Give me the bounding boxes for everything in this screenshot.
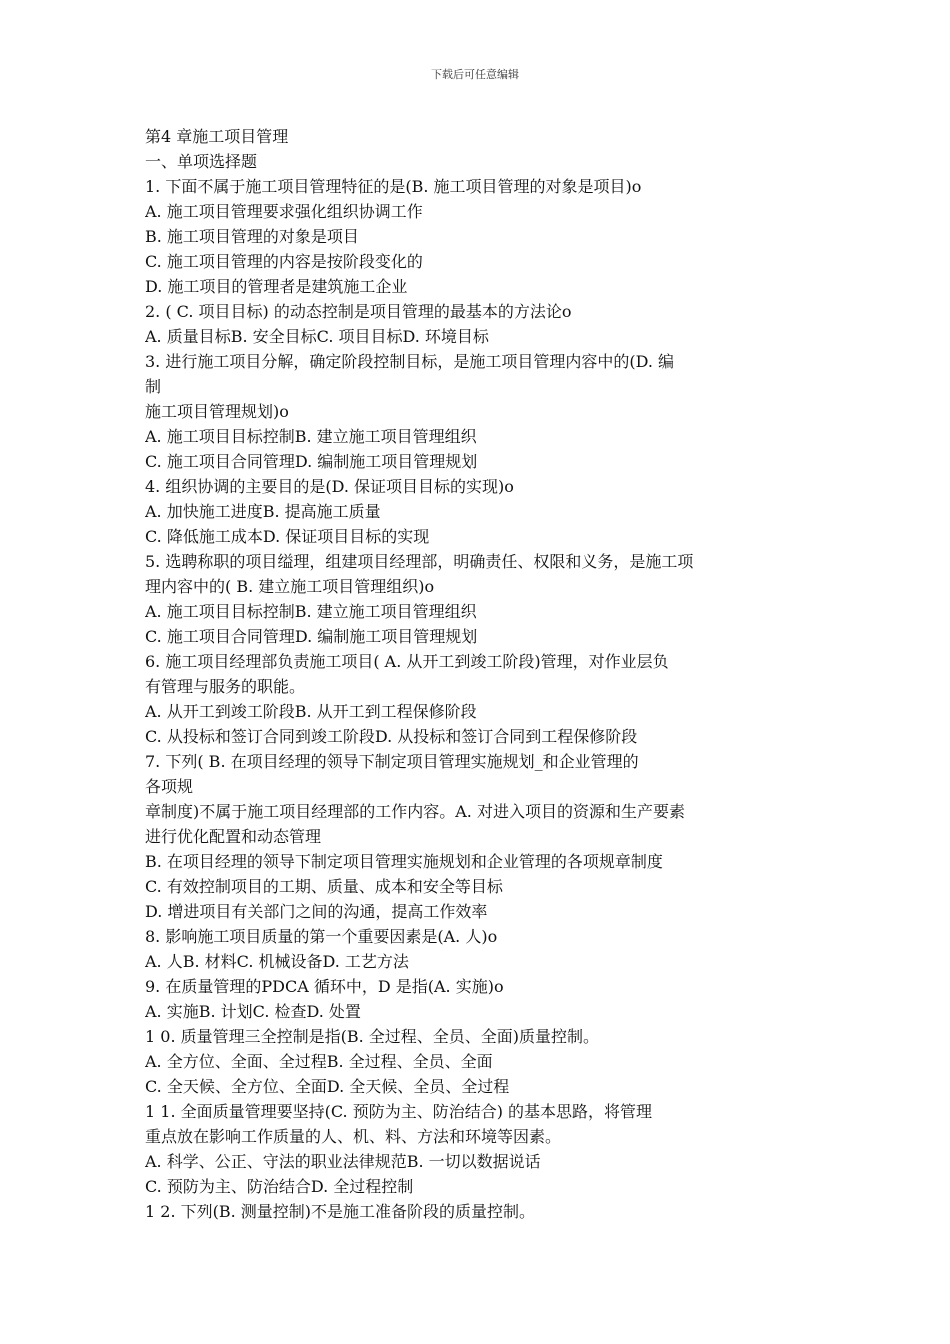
option-line: A. 从开工到竣工阶段B. 从开工到工程保修阶段 xyxy=(145,702,477,721)
page-header: 下载后可任意编辑 xyxy=(431,68,519,81)
question-line: 3. 进行施工项目分解，确定阶段控制目标，是施工项目管理内容中的(D. 编 xyxy=(145,352,675,371)
question-line-continuation: 制 xyxy=(145,377,162,396)
option-line: B. 施工项目管理的对象是项目 xyxy=(145,227,359,246)
option-line: C. 预防为主、防治结合D. 全过程控制 xyxy=(145,1177,414,1196)
question-line-continuation: 重点放在影响工作质量的人、机、料、方法和环境等因素。 xyxy=(145,1127,562,1146)
option-line: C. 有效控制项目的工期、质量、成本和安全等目标 xyxy=(145,877,503,896)
option-line: B. 在项目经理的领导下制定项目管理实施规划和企业管理的各项规章制度 xyxy=(145,852,663,871)
option-line: D. 施工项目的管理者是建筑施工企业 xyxy=(145,277,408,296)
question-line: 9. 在质量管理的PDCA 循环中，D 是指(A. 实施)o xyxy=(145,977,504,996)
option-line: A. 加快施工进度B. 提高施工质量 xyxy=(145,502,381,521)
option-line: C. 全天候、全方位、全面D. 全天候、全员、全过程 xyxy=(145,1077,510,1096)
option-line: A. 全方位、全面、全过程B. 全过程、全员、全面 xyxy=(145,1052,493,1071)
option-line: 进行优化配置和动态管理 xyxy=(145,827,322,846)
question-line: 1 0. 质量管理三全控制是指(B. 全过程、全员、全面)质量控制。 xyxy=(145,1027,600,1046)
option-line: A. 科学、公正、守法的职业法律规范B. 一切以数据说话 xyxy=(145,1152,541,1171)
question-line: 7. 下列( B. 在项目经理的领导下制定项目管理实施规划_和企业管理的 xyxy=(145,752,639,771)
question-line: 8. 影响施工项目质量的第一个重要因素是(A. 人)o xyxy=(145,927,498,946)
option-line: C. 施工项目合同管理D. 编制施工项目管理规划 xyxy=(145,452,478,471)
question-line: 6. 施工项目经理部负责施工项目( A. 从开工到竣工阶段)管理，对作业层负 xyxy=(145,652,669,671)
option-line: A. 施工项目目标控制B. 建立施工项目管理组织 xyxy=(145,427,477,446)
question-line: 1 2. 下列(B. 测量控制)不是施工准备阶段的质量控制。 xyxy=(145,1202,536,1221)
chapter-title: 第4 章施工项目管理 xyxy=(145,127,289,146)
section-heading: 一、单项选择题 xyxy=(145,152,258,171)
question-line-continuation: 理内容中的( B. 建立施工项目管理组织)o xyxy=(145,577,435,596)
question-line: 1 1. 全面质量管理要坚持(C. 预防为主、防治结合) 的基本思路，将管理 xyxy=(145,1102,653,1121)
question-line: 2. ( C. 项目目标) 的动态控制是项目管理的最基本的方法论o xyxy=(145,302,572,321)
question-line-continuation: 有管理与服务的职能。 xyxy=(145,677,306,696)
document-body xyxy=(145,124,810,1224)
question-line: 1. 下面不属于施工项目管理特征的是(B. 施工项目管理的对象是项目)o xyxy=(145,177,642,196)
option-line: D. 增进项目有关部门之间的沟通，提高工作效率 xyxy=(145,902,488,921)
option-line: A. 施工项目管理要求强化组织协调工作 xyxy=(145,202,423,221)
question-line: 4. 组织协调的主要目的是(D. 保证项目目标的实现)o xyxy=(145,477,514,496)
question-line: 5. 选聘称职的项目缢理，组建项目经理部，明确责任、权限和义务，是施工项 xyxy=(145,552,694,571)
option-line: A. 人B. 材料C. 机械设备D. 工艺方法 xyxy=(145,952,409,971)
option-line: C. 从投标和签订合同到竣工阶段D. 从投标和签订合同到工程保修阶段 xyxy=(145,727,638,746)
option-line: A. 质量目标B. 安全目标C. 项目目标D. 环境目标 xyxy=(145,327,489,346)
question-line-continuation: 施工项目管理规划)o xyxy=(145,402,289,421)
option-line: A. 施工项目目标控制B. 建立施工项目管理组织 xyxy=(145,602,477,621)
question-line-continuation: 各项规 xyxy=(145,777,194,796)
option-line: C. 施工项目合同管理D. 编制施工项目管理规划 xyxy=(145,627,478,646)
option-line: C. 降低施工成本D. 保证项目目标的实现 xyxy=(145,527,430,546)
option-line: A. 实施B. 计划C. 检查D. 处置 xyxy=(145,1002,361,1021)
question-line-continuation: 章制度)不属于施工项目经理部的工作内容。A. 对进入项目的资源和生产要素 xyxy=(145,802,685,821)
option-line: C. 施工项目管理的内容是按阶段变化的 xyxy=(145,252,423,271)
